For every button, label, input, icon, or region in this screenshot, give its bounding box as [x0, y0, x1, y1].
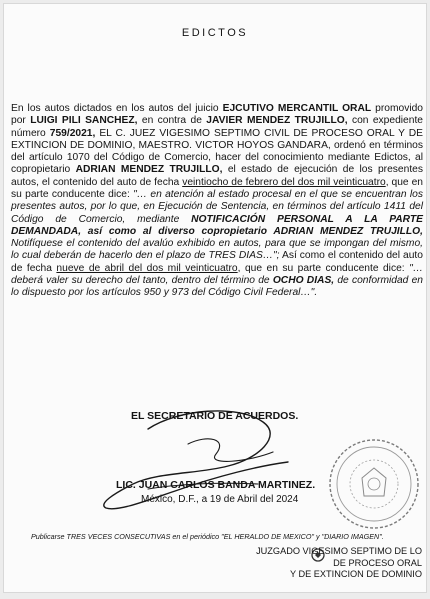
- place-and-date: México, D.F., a 19 de Abril del 2024: [141, 494, 299, 505]
- body-segment: con expediente número: [11, 115, 423, 139]
- body-segment-bold: EJCUTIVO MERCANTIL ORAL: [222, 103, 372, 114]
- body-segment: EL C. JUEZ VIGESIMO SEPTIMO CIVIL DE PROCESO ORAL Y DE EXTINCION DE DOMINIO, MAESTRO. VICTOR HOYOS GANDARA, ordenó en términos del artículo 1070 del Código de Comercio, hacer del conocimiento mediante Edictos, al copropietario: [11, 127, 424, 176]
- court-stamp-text: [256, 546, 422, 581]
- body-segment-underlined: nueve de abril del dos mil veinticuatro: [56, 262, 238, 274]
- body-segment-italic: de conformidad en lo dispuesto por los artículos 950 y 973 del Código Civil Federal…".: [11, 274, 423, 299]
- body-segment-bold: LUIGI PILI SANCHEZ,: [30, 115, 138, 127]
- edict-body: [11, 103, 423, 300]
- body-segment-underlined: veintiocho de febrero del dos mil veinticuatro: [182, 176, 386, 188]
- body-segment-bold-italic: NOTIFICACIÓN PERSONAL A LA PARTE DEMANDADA, así como al diverso copropietario ADRIAN MENDEZ TRUJILLO,: [11, 213, 423, 237]
- body-segment: el estado de ejecución de los presentes autos, el contenido del auto de fecha: [11, 164, 423, 188]
- body-segment-bold: ADRIAN MENDEZ TRUJILLO,: [75, 164, 223, 176]
- body-segment-bold: 759/2021,: [49, 127, 96, 139]
- body-segment-italic: "… deberá valer su derecho del tanto, dentro del término de: [11, 262, 423, 286]
- body-segment: , que en su parte conducente dice:: [11, 176, 423, 200]
- body-segment-bold-italic: OCHO DIAS,: [272, 274, 335, 286]
- body-segment: Así como el contenido del auto de fecha: [11, 250, 423, 274]
- court-stamp-line: DE PROCESO ORAL: [333, 557, 422, 568]
- body-segment: , que en su parte conducente dice:: [237, 262, 410, 274]
- body-segment-italic: "… en atención al estado procesal en el que se encuentran los presentes autos, por lo que, en Ejecución de Sentencia, en términos del artículo 1411 del Código de Comercio, mediante: [11, 188, 423, 225]
- court-stamp-line: Y DE EXTINCION DE DOMINIO: [289, 569, 422, 579]
- document-title: EDICTOS: [181, 27, 249, 39]
- body-segment: En los autos dictados en los autos del juicio: [11, 103, 223, 114]
- body-segment-bold: JAVIER MENDEZ TRUJILLO,: [206, 115, 348, 127]
- publication-note: Publicarse TRES VECES CONSECUTIVAS en el periódico "EL HERALDO DE MEXICO" y "DIARIO IMAGEN".: [31, 532, 384, 541]
- signatory-name: LIC. JUAN CARLOS BANDA MARTINEZ.: [116, 479, 316, 491]
- body-segment-italic: Notifíquese el contenido del avalúo exhibido en autos, para que se impongan del mismo, lo cual deberán de hacerlo den el plazo de TRES DIAS…";: [11, 238, 423, 262]
- edict-page: [3, 3, 427, 593]
- secretary-title: EL SECRETARIO DE ACUERDOS.: [131, 410, 299, 422]
- court-seal-stamp: [326, 436, 422, 532]
- body-segment: en contra de: [137, 115, 207, 127]
- body-segment: promovido por: [11, 103, 423, 127]
- court-stamp-line: JUZGADO VIGESIMO SEPTIMO DE LO: [256, 546, 422, 556]
